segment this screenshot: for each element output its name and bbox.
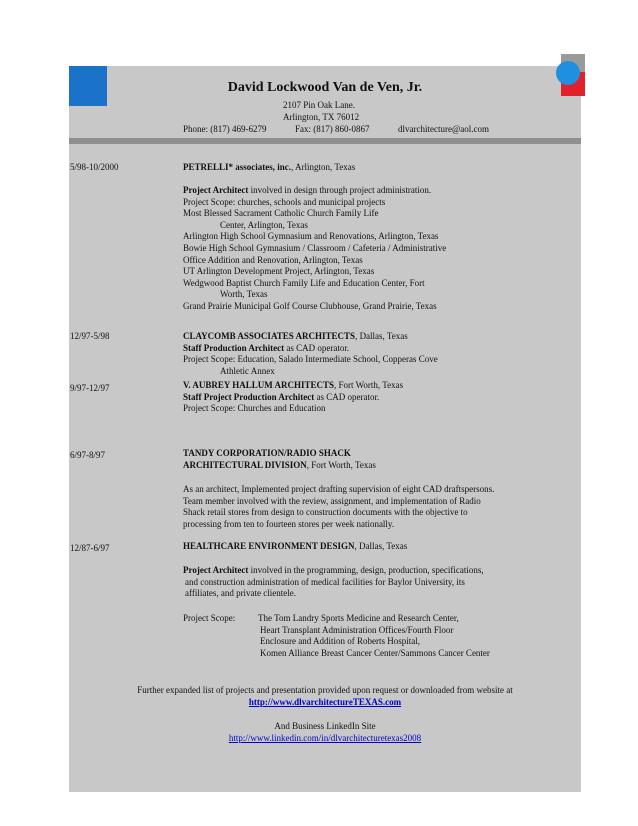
role-description: as CAD operator. xyxy=(284,342,350,353)
entry-date: 12/97-5/98 xyxy=(70,331,110,341)
role-description: as CAD operator. xyxy=(314,391,380,402)
company-location: , Fort Worth, Texas xyxy=(334,380,404,390)
website-link[interactable]: http://www.dlvarchitectureTEXAS.com xyxy=(248,697,402,707)
scope-item: The Tom Landry Sports Medicine and Research Center, xyxy=(258,613,459,623)
detail-line: UT Arlington Development Project, Arlington, Texas xyxy=(183,266,375,277)
footer-linkedin-label: And Business LinkedIn Site xyxy=(274,721,376,731)
company-name: TANDY CORPORATION/RADIO SHACK xyxy=(183,448,351,458)
scope-item: Enclosure and Addition of Roberts Hospital, xyxy=(260,636,420,647)
detail-line: Wedgwood Baptist Church Family Life and Education Center, Fort xyxy=(183,277,425,288)
scope-list xyxy=(258,613,490,659)
detail-line: affiliates, and private clientele. xyxy=(185,588,297,599)
detail-line: Office Addition and Renovation, Arlington, Texas xyxy=(183,254,363,265)
linkedin-link[interactable]: http://www.linkedin.com/in/dlvarchitecturetexas2008 xyxy=(228,733,422,743)
entry-company-line xyxy=(183,380,403,392)
entry-company-line xyxy=(183,331,438,343)
detail-line: Arlington High School Gymnasium and Renovations, Arlington, Texas xyxy=(183,231,439,242)
detail-line: Athletic Annex xyxy=(220,365,275,376)
role-line xyxy=(183,343,438,355)
company-location: , Fort Worth, Texas xyxy=(306,459,376,470)
detail-line: Project Scope: Churches and Education xyxy=(183,403,326,414)
phone: Phone: (817) 469-6279 xyxy=(183,124,267,134)
role-title: Staff Production Architect xyxy=(183,342,285,353)
fax: Fax: (817) 860-0867 xyxy=(295,124,370,134)
entry-company-line xyxy=(183,541,407,553)
footer-note: Further expanded list of projects and presentation provided upon request or downloaded from website at xyxy=(137,685,513,695)
company-location: , Dallas, Texas xyxy=(354,541,408,551)
scope-item: Komen Alliance Breast Cancer Center/Sammons Cancer Center xyxy=(260,647,490,658)
entry-date: 12/87-6/97 xyxy=(70,543,110,553)
role-description: involved in the programming, design, production, specifications, xyxy=(248,565,484,575)
entry-company-line xyxy=(183,162,355,174)
company-name: V. AUBREY HALLUM ARCHITECTS xyxy=(183,380,335,390)
entry-company-line xyxy=(183,448,376,471)
detail-line: Center, Arlington, Texas xyxy=(220,219,308,230)
company-name: CLAYCOMB ASSOCIATES ARCHITECTS xyxy=(183,331,356,341)
role-line xyxy=(183,185,446,197)
resume-page xyxy=(69,66,581,792)
footer-linkedin-row xyxy=(69,733,581,743)
entry-date: 5/98-10/2000 xyxy=(70,162,119,172)
company-name: HEALTHCARE ENVIRONMENT DESIGN xyxy=(183,541,355,551)
address-line-1: 2107 Pin Oak Lane. xyxy=(283,100,355,110)
role-title: Staff Project Production Architect xyxy=(183,391,315,402)
header-divider xyxy=(69,138,581,144)
entry-date: 9/97-12/97 xyxy=(70,383,110,393)
role-title: Project Architect xyxy=(183,185,249,195)
email: dlvarchitecture@aol.com xyxy=(398,124,489,134)
company-name: PETRELLI* associates, inc. xyxy=(183,162,292,172)
applicant-name: David Lockwood Van de Ven, Jr. xyxy=(227,80,423,95)
footer-website-row xyxy=(69,697,581,707)
detail-line: Bowie High School Gymnasium / Classroom / Cafeteria / Administrative xyxy=(183,242,447,253)
detail-line: Most Blessed Sacrament Catholic Church Family Life xyxy=(183,208,379,219)
scope-item: Heart Transplant Administration Offices/Fourth Floor xyxy=(260,624,454,635)
detail-line: Team member involved with the review, assignment, and implementation of Radio xyxy=(183,495,481,506)
detail-line: Worth, Texas xyxy=(220,289,268,300)
role-title: Project Architect xyxy=(183,565,249,575)
entry-details xyxy=(183,185,446,313)
role-line xyxy=(183,565,484,577)
detail-line: Project Scope: churches, schools and municipal projects xyxy=(183,196,386,207)
role-line xyxy=(183,392,403,404)
entry-details xyxy=(183,380,403,415)
entry-details xyxy=(183,331,438,377)
detail-line: Project Scope: Education, Salado Intermediate School, Copperas Cove xyxy=(183,354,438,365)
entry-details xyxy=(183,484,494,530)
detail-line: Shack retail stores from design to construction documents with the objective to xyxy=(183,507,468,518)
company-location: , Dallas, Texas xyxy=(355,331,408,341)
scope-label: Project Scope: xyxy=(183,613,236,623)
detail-line: Grand Prairie Municipal Golf Course Clubhouse, Grand Prairie, Texas xyxy=(183,300,437,311)
entry-details xyxy=(183,565,484,600)
address-line-2: Arlington, TX 76012 xyxy=(283,112,360,122)
detail-line: and construction administration of medical facilities for Baylor University, its xyxy=(185,576,465,587)
detail-line: processing from ten to fourteen stores per week nationally. xyxy=(183,518,395,529)
company-division: ARCHITECTURAL DIVISION xyxy=(183,459,307,470)
detail-line: As an architect, Implemented project drafting supervision of eight CAD draftspersons. xyxy=(183,484,495,494)
entry-date: 6/97-8/97 xyxy=(70,450,105,460)
role-description: involved in design through project administration. xyxy=(248,185,432,195)
company-location: , Arlington, Texas xyxy=(291,162,356,172)
